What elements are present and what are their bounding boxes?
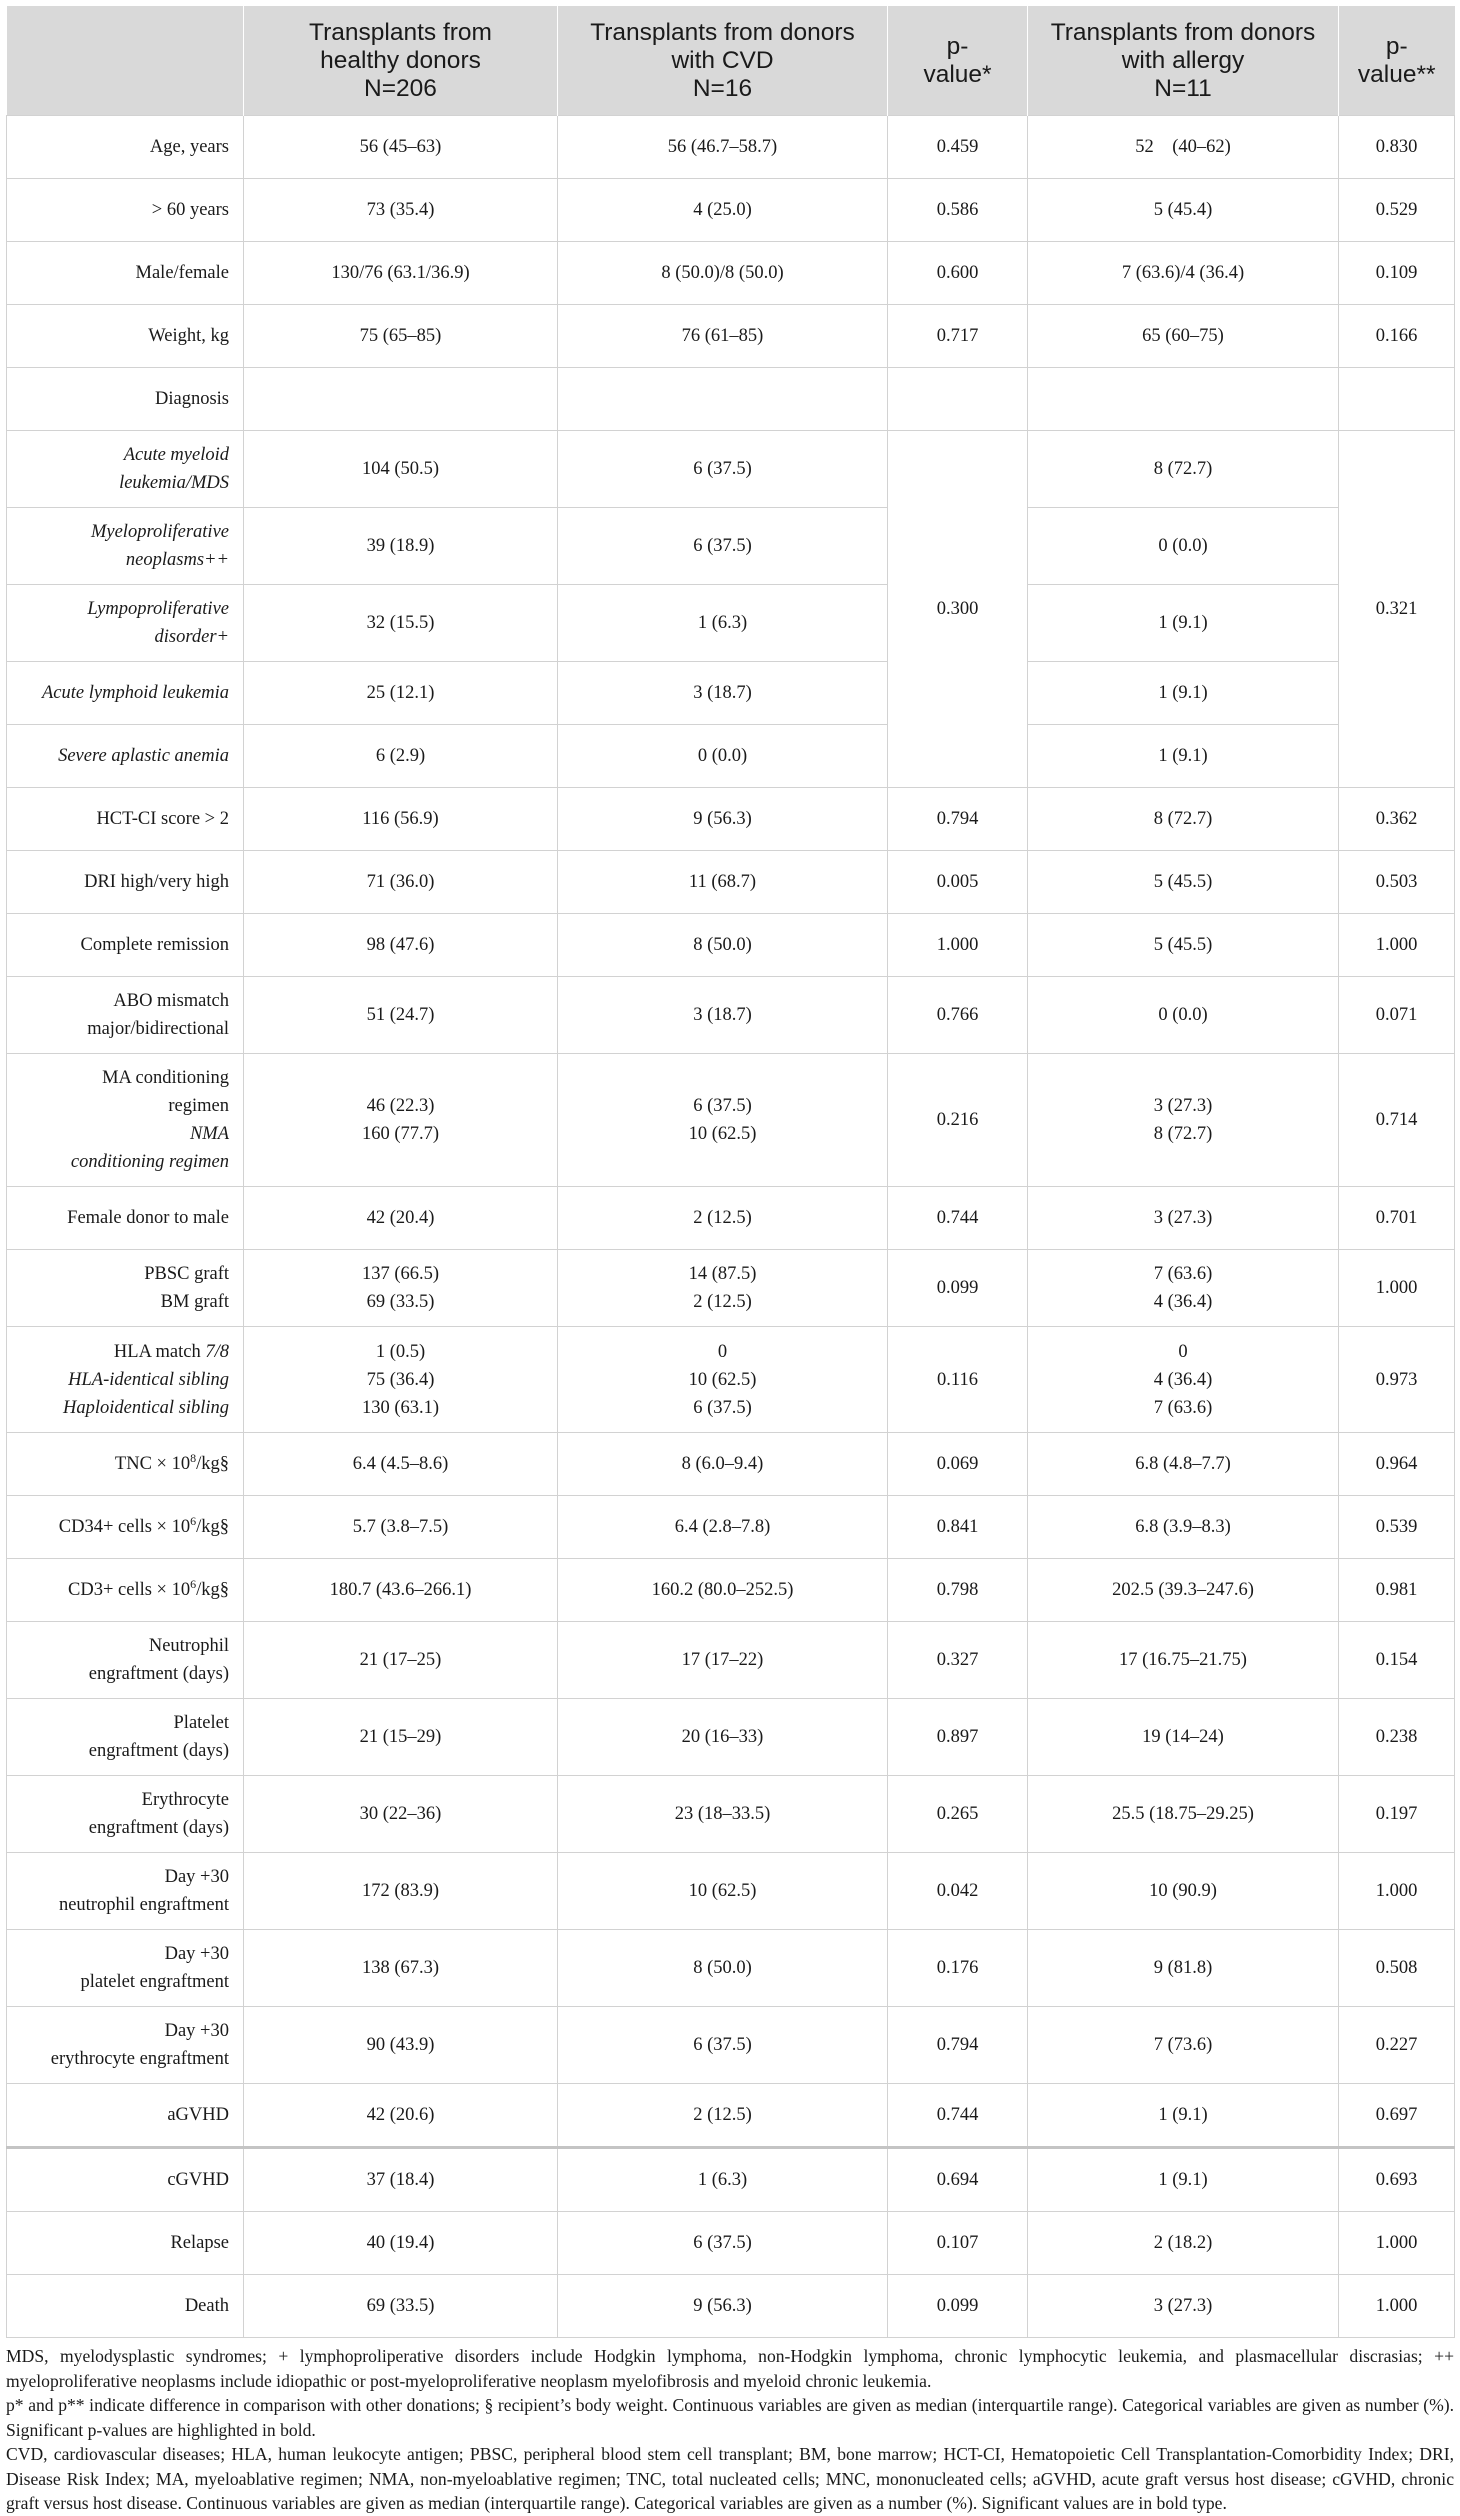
row-label: Acute myeloid leukemia/MDS <box>7 431 244 508</box>
cell-p1: 0.841 <box>888 1496 1028 1559</box>
cell-healthy: 130/76 (63.1/36.9) <box>244 242 558 305</box>
cell-cvd: 76 (61–85) <box>558 305 888 368</box>
row-label: Neutrophil engraftment (days) <box>7 1622 244 1699</box>
row-label: MA conditioning regimen NMA conditioning regimen <box>7 1054 244 1187</box>
cell-p2: 0.362 <box>1339 788 1455 851</box>
cell-healthy: 180.7 (43.6–266.1) <box>244 1559 558 1622</box>
cell-allergy <box>1028 368 1339 431</box>
cell-p1: 0.794 <box>888 788 1028 851</box>
row-label: HLA match 7/8 HLA-identical sibling Haploidentical sibling <box>7 1327 244 1433</box>
cell-allergy: 3 (27.3) <box>1028 2275 1339 2338</box>
header-p-value-2: p- value** <box>1339 6 1455 116</box>
cell-healthy: 56 (45–63) <box>244 116 558 179</box>
row-cgvhd <box>7 2148 1455 2212</box>
row-label: Platelet engraftment (days) <box>7 1699 244 1776</box>
cell-p1: 0.798 <box>888 1559 1028 1622</box>
cell-p1: 0.042 <box>888 1853 1028 1930</box>
cell-p1: 0.327 <box>888 1622 1028 1699</box>
cell-p1: 0.107 <box>888 2212 1028 2275</box>
row-erythrocyte-engraftment <box>7 1776 1455 1853</box>
row-aml <box>7 431 1455 508</box>
footnote-abbreviations-2: CVD, cardiovascular diseases; HLA, human leukocyte antigen; PBSC, peripheral blood stem cell transplant; BM, bone marrow; HCT-CI, Hematopoietic Cell Transplantation-Comorbidity Index; DRI, Disease Risk Index; MA, myeloablative regimen; NMA, non-myeloablative regimen; TNC, total nucleated cells; MNC, mononucleated cells; aGVHD, acute graft versus host disease; cGVHD, chronic graft versus host disease. Continuous variables are given as median (interquartile range). Categorical variables are given as a number (%). Significant values are in bold type. <box>6 2444 1454 2513</box>
row-death <box>7 2275 1455 2338</box>
row-abo-mismatch <box>7 977 1455 1054</box>
cell-p2: 1.000 <box>1339 2212 1455 2275</box>
row-label: Day +30 neutrophil engraftment <box>7 1853 244 1930</box>
cell-allergy: 7 (63.6)/4 (36.4) <box>1028 242 1339 305</box>
cell-p2: 0.238 <box>1339 1699 1455 1776</box>
cell-healthy: 116 (56.9) <box>244 788 558 851</box>
cell-healthy: 6.4 (4.5–8.6) <box>244 1433 558 1496</box>
cell-healthy: 73 (35.4) <box>244 179 558 242</box>
cell-p1: 0.099 <box>888 1250 1028 1327</box>
cell-cvd: 8 (50.0)/8 (50.0) <box>558 242 888 305</box>
row-day30-platelet <box>7 1930 1455 2007</box>
cell-cvd: 10 (62.5) <box>558 1853 888 1930</box>
row-relapse <box>7 2212 1455 2275</box>
cell-p1: 0.744 <box>888 1187 1028 1250</box>
row-day30-neutrophil <box>7 1853 1455 1930</box>
cell-p2: 1.000 <box>1339 914 1455 977</box>
cell-allergy: 1 (9.1) <box>1028 2148 1339 2212</box>
row-sex <box>7 242 1455 305</box>
cell-healthy: 98 (47.6) <box>244 914 558 977</box>
cell-cvd: 9 (56.3) <box>558 788 888 851</box>
cell-p1: 0.744 <box>888 2084 1028 2148</box>
row-age <box>7 116 1455 179</box>
cell-p2: 0.981 <box>1339 1559 1455 1622</box>
row-day30-erythrocyte <box>7 2007 1455 2084</box>
cell-p2: 1.000 <box>1339 1853 1455 1930</box>
cell-cvd: 8 (50.0) <box>558 1930 888 2007</box>
row-neutrophil-engraftment <box>7 1622 1455 1699</box>
header-cvd-donors: Transplants from donors with CVD N=16 <box>558 6 888 116</box>
cell-allergy: 8 (72.7) <box>1028 788 1339 851</box>
cell-cvd: 6 (37.5) <box>558 431 888 508</box>
cell-p1: 0.176 <box>888 1930 1028 2007</box>
row-agvhd <box>7 2084 1455 2148</box>
cell-p2: 0.964 <box>1339 1433 1455 1496</box>
row-label: Weight, kg <box>7 305 244 368</box>
cell-cvd: 2 (12.5) <box>558 1187 888 1250</box>
cell-p2: 0.693 <box>1339 2148 1455 2212</box>
cell-cvd: 2 (12.5) <box>558 2084 888 2148</box>
row-platelet-engraftment <box>7 1699 1455 1776</box>
footnote-statistics: p* and p** indicate difference in comparison with other donations; § recipient’s body weight. Continuous variables are given as median (interquartile range). Categorical variables are given as number (%). Significant p-values are highlighted in bold. <box>6 2395 1454 2440</box>
row-label: CD3+ cells × $10^6/kg\S$ <box>7 1559 244 1622</box>
cell-p2: 0.508 <box>1339 1930 1455 2007</box>
header-blank <box>7 6 244 116</box>
cell-cvd: 4 (25.0) <box>558 179 888 242</box>
header-allergy-donors: Transplants from donors with allergy N=11 <box>1028 6 1339 116</box>
cell-p1: 0.600 <box>888 242 1028 305</box>
row-label: Day +30 erythrocyte engraftment <box>7 2007 244 2084</box>
cell-healthy: 21 (17–25) <box>244 1622 558 1699</box>
row-conditioning <box>7 1054 1455 1187</box>
cell-p2-diagnosis: 0.321 <box>1339 431 1455 788</box>
row-saa <box>7 725 1455 788</box>
cell-cvd: 17 (17–22) <box>558 1622 888 1699</box>
cell-p2: 0.529 <box>1339 179 1455 242</box>
cell-cvd: 6 (37.5) <box>558 2212 888 2275</box>
row-label: Lympoproliferative disorder+ <box>7 585 244 662</box>
cell-p1: 0.216 <box>888 1054 1028 1187</box>
cell-healthy: 46 (22.3) 160 (77.7) <box>244 1054 558 1187</box>
row-cd34 <box>7 1496 1455 1559</box>
row-tnc <box>7 1433 1455 1496</box>
cell-allergy: 202.5 (39.3–247.6) <box>1028 1559 1339 1622</box>
table-footnotes <box>6 2344 1454 2516</box>
cell-p2: 0.701 <box>1339 1187 1455 1250</box>
cell-allergy: 3 (27.3) 8 (72.7) <box>1028 1054 1339 1187</box>
row-label: HCT-CI score > 2 <box>7 788 244 851</box>
cell-p2 <box>1339 368 1455 431</box>
cell-healthy: 71 (36.0) <box>244 851 558 914</box>
cell-cvd <box>558 368 888 431</box>
row-label: Erythrocyte engraftment (days) <box>7 1776 244 1853</box>
cell-allergy: 10 (90.9) <box>1028 1853 1339 1930</box>
cell-cvd: 6 (37.5) <box>558 508 888 585</box>
cell-healthy: 42 (20.6) <box>244 2084 558 2148</box>
cell-allergy: 5 (45.5) <box>1028 851 1339 914</box>
cell-p2: 0.071 <box>1339 977 1455 1054</box>
cell-cvd: 14 (87.5) 2 (12.5) <box>558 1250 888 1327</box>
cell-p2: 1.000 <box>1339 1250 1455 1327</box>
row-diagnosis <box>7 368 1455 431</box>
cell-allergy: 2 (18.2) <box>1028 2212 1339 2275</box>
cell-healthy: 172 (83.9) <box>244 1853 558 1930</box>
row-label: TNC × $10^8/kg\S$ <box>7 1433 244 1496</box>
row-label: Female donor to male <box>7 1187 244 1250</box>
cell-allergy: 0 4 (36.4) 7 (63.6) <box>1028 1327 1339 1433</box>
cell-p1: 0.766 <box>888 977 1028 1054</box>
row-label: > 60 years <box>7 179 244 242</box>
row-label: Male/female <box>7 242 244 305</box>
cell-p1-diagnosis: 0.300 <box>888 431 1028 788</box>
row-label: Diagnosis <box>7 368 244 431</box>
header-row <box>7 6 1455 116</box>
cell-allergy: 7 (73.6) <box>1028 2007 1339 2084</box>
cell-p2: 0.714 <box>1339 1054 1455 1187</box>
cell-healthy: 138 (67.3) <box>244 1930 558 2007</box>
cell-p1: 0.794 <box>888 2007 1028 2084</box>
cell-healthy: 37 (18.4) <box>244 2148 558 2212</box>
cell-allergy: 5 (45.5) <box>1028 914 1339 977</box>
cell-allergy: 19 (14–24) <box>1028 1699 1339 1776</box>
cell-healthy: 40 (19.4) <box>244 2212 558 2275</box>
cell-p1: 0.116 <box>888 1327 1028 1433</box>
cell-healthy: 1 (0.5) 75 (36.4) 130 (63.1) <box>244 1327 558 1433</box>
table-sheet <box>6 6 1454 2516</box>
footnote-abbreviations-1: MDS, myelodysplastic syndromes; + lymphoproliperative disorders include Hodgkin lymphoma, non-Hodgkin lymphoma, chronic lymphocytic leukemia, and plasmacellular discrasias; ++ myeloproliferative neoplasms include idiopathic or post-myeloproliferative neoplasm myelofibrosis and myeloid chronic leukemia. <box>6 2346 1454 2391</box>
cell-cvd: 3 (18.7) <box>558 977 888 1054</box>
row-label: Severe aplastic anemia <box>7 725 244 788</box>
row-weight <box>7 305 1455 368</box>
header-p-value-1: p- value* <box>888 6 1028 116</box>
cell-cvd: 6.4 (2.8–7.8) <box>558 1496 888 1559</box>
row-label: Age, years <box>7 116 244 179</box>
row-over-60 <box>7 179 1455 242</box>
cell-allergy: 25.5 (18.75–29.25) <box>1028 1776 1339 1853</box>
cell-p1: 0.694 <box>888 2148 1028 2212</box>
row-lpd <box>7 585 1455 662</box>
cell-cvd: 1 (6.3) <box>558 585 888 662</box>
cell-allergy: 1 (9.1) <box>1028 725 1339 788</box>
cell-p2: 0.166 <box>1339 305 1455 368</box>
cell-allergy: 3 (27.3) <box>1028 1187 1339 1250</box>
row-label: Acute lymphoid leukemia <box>7 662 244 725</box>
header-healthy-donors: Transplants from healthy donors N=206 <box>244 6 558 116</box>
row-mpn <box>7 508 1455 585</box>
row-label: Complete remission <box>7 914 244 977</box>
cell-p1: 0.099 <box>888 2275 1028 2338</box>
cell-cvd: 6 (37.5) 10 (62.5) <box>558 1054 888 1187</box>
cell-healthy: 75 (65–85) <box>244 305 558 368</box>
cell-healthy: 25 (12.1) <box>244 662 558 725</box>
row-label: Death <box>7 2275 244 2338</box>
cell-allergy: 7 (63.6) 4 (36.4) <box>1028 1250 1339 1327</box>
cell-healthy: 104 (50.5) <box>244 431 558 508</box>
cell-allergy: 17 (16.75–21.75) <box>1028 1622 1339 1699</box>
row-dri <box>7 851 1455 914</box>
cell-cvd: 3 (18.7) <box>558 662 888 725</box>
cell-p1: 0.005 <box>888 851 1028 914</box>
cell-cvd: 56 (46.7–58.7) <box>558 116 888 179</box>
row-label: CD34+ cells × $10^6/kg\S$ <box>7 1496 244 1559</box>
cell-cvd: 160.2 (80.0–252.5) <box>558 1559 888 1622</box>
cell-cvd: 8 (6.0–9.4) <box>558 1433 888 1496</box>
cell-p1: 0.717 <box>888 305 1028 368</box>
row-label: Day +30 platelet engraftment <box>7 1930 244 2007</box>
row-graft <box>7 1250 1455 1327</box>
cell-allergy: 65 (60–75) <box>1028 305 1339 368</box>
cell-healthy <box>244 368 558 431</box>
row-label: PBSC graft BM graft <box>7 1250 244 1327</box>
cell-p1: 1.000 <box>888 914 1028 977</box>
cell-healthy: 30 (22–36) <box>244 1776 558 1853</box>
cell-healthy: 5.7 (3.8–7.5) <box>244 1496 558 1559</box>
row-label: ABO mismatch major/bidirectional <box>7 977 244 1054</box>
cell-healthy: 32 (15.5) <box>244 585 558 662</box>
row-label: Myeloproliferative neoplasms++ <box>7 508 244 585</box>
cell-p2: 0.197 <box>1339 1776 1455 1853</box>
cell-p2: 0.973 <box>1339 1327 1455 1433</box>
cell-p2: 1.000 <box>1339 2275 1455 2338</box>
cell-p1: 0.459 <box>888 116 1028 179</box>
cell-cvd: 6 (37.5) <box>558 2007 888 2084</box>
cell-healthy: 21 (15–29) <box>244 1699 558 1776</box>
cell-allergy: 1 (9.1) <box>1028 2084 1339 2148</box>
cell-allergy: 9 (81.8) <box>1028 1930 1339 2007</box>
cell-p1: 0.897 <box>888 1699 1028 1776</box>
cell-p2: 0.830 <box>1339 116 1455 179</box>
row-label: Relapse <box>7 2212 244 2275</box>
cell-healthy: 42 (20.4) <box>244 1187 558 1250</box>
row-complete-remission <box>7 914 1455 977</box>
cell-p2: 0.539 <box>1339 1496 1455 1559</box>
cell-p2: 0.697 <box>1339 2084 1455 2148</box>
cell-p2: 0.109 <box>1339 242 1455 305</box>
cell-allergy: 1 (9.1) <box>1028 585 1339 662</box>
cell-p1: 0.265 <box>888 1776 1028 1853</box>
cell-healthy: 6 (2.9) <box>244 725 558 788</box>
cell-cvd: 20 (16–33) <box>558 1699 888 1776</box>
cell-healthy: 39 (18.9) <box>244 508 558 585</box>
cell-p2: 0.154 <box>1339 1622 1455 1699</box>
cell-p2: 0.227 <box>1339 2007 1455 2084</box>
cell-cvd: 0 10 (62.5) 6 (37.5) <box>558 1327 888 1433</box>
row-all <box>7 662 1455 725</box>
cell-allergy: 5 (45.4) <box>1028 179 1339 242</box>
cell-cvd: 23 (18–33.5) <box>558 1776 888 1853</box>
cell-cvd: 0 (0.0) <box>558 725 888 788</box>
cell-healthy: 90 (43.9) <box>244 2007 558 2084</box>
cell-allergy: 52 (40–62) <box>1028 116 1339 179</box>
row-label: aGVHD <box>7 2084 244 2148</box>
cell-allergy: 1 (9.1) <box>1028 662 1339 725</box>
row-label: DRI high/very high <box>7 851 244 914</box>
transplant-characteristics-table <box>6 6 1455 2338</box>
cell-allergy: 8 (72.7) <box>1028 431 1339 508</box>
cell-allergy: 0 (0.0) <box>1028 977 1339 1054</box>
cell-cvd: 9 (56.3) <box>558 2275 888 2338</box>
cell-healthy: 51 (24.7) <box>244 977 558 1054</box>
cell-cvd: 1 (6.3) <box>558 2148 888 2212</box>
cell-allergy: 6.8 (3.9–8.3) <box>1028 1496 1339 1559</box>
cell-healthy: 137 (66.5) 69 (33.5) <box>244 1250 558 1327</box>
cell-cvd: 11 (68.7) <box>558 851 888 914</box>
cell-allergy: 6.8 (4.8–7.7) <box>1028 1433 1339 1496</box>
row-hla <box>7 1327 1455 1433</box>
row-cd3 <box>7 1559 1455 1622</box>
cell-p1 <box>888 368 1028 431</box>
cell-cvd: 8 (50.0) <box>558 914 888 977</box>
row-female-donor-to-male <box>7 1187 1455 1250</box>
cell-healthy: 69 (33.5) <box>244 2275 558 2338</box>
cell-p1: 0.586 <box>888 179 1028 242</box>
cell-p1: 0.069 <box>888 1433 1028 1496</box>
cell-allergy: 0 (0.0) <box>1028 508 1339 585</box>
cell-p2: 0.503 <box>1339 851 1455 914</box>
row-hctci <box>7 788 1455 851</box>
row-label: cGVHD <box>7 2148 244 2212</box>
